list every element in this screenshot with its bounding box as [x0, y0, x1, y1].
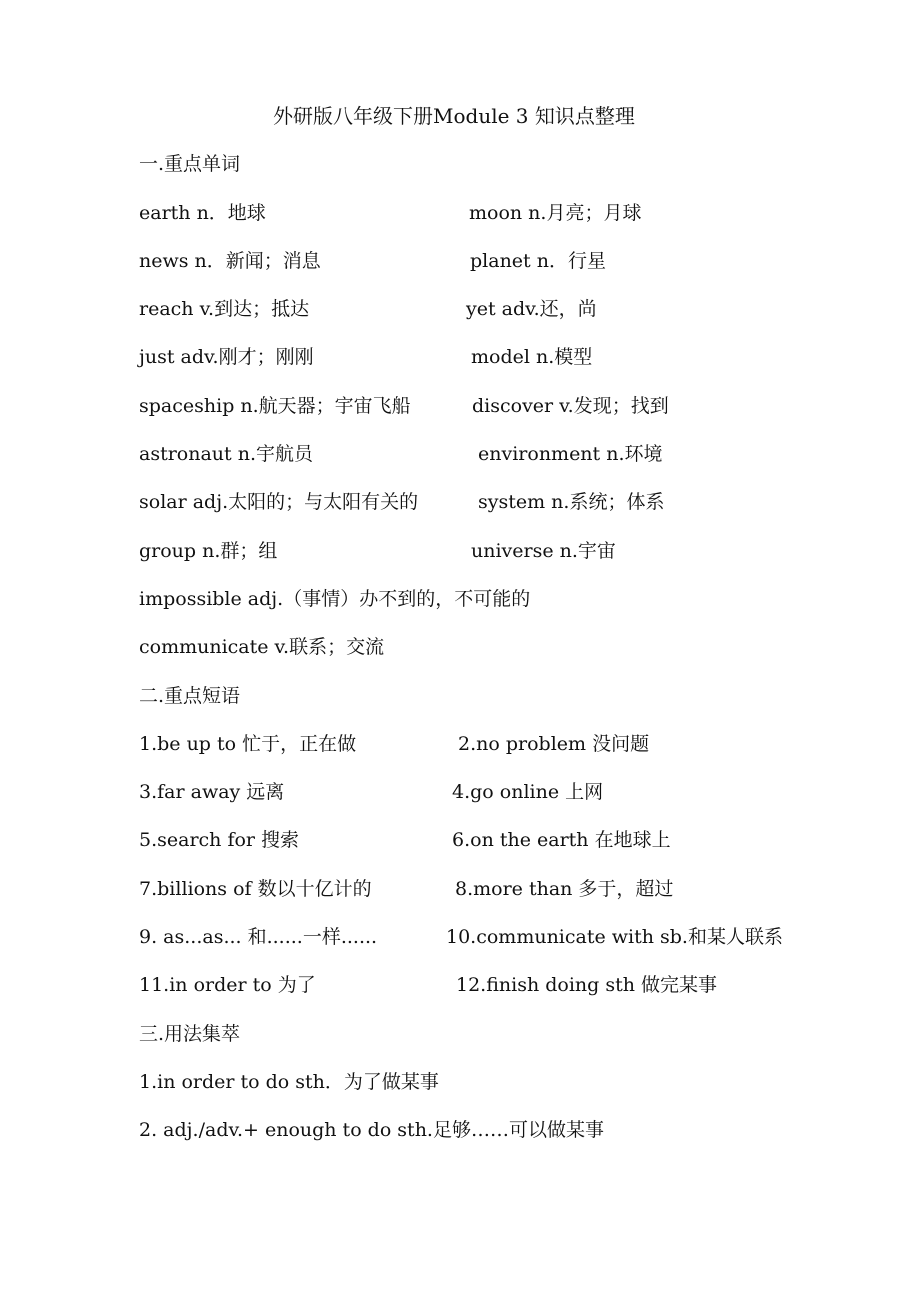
word-entry: spaceship n.航天器；宇宙飞船: [139, 395, 411, 417]
phrase-entry: 3.far away 远离: [139, 781, 285, 803]
word-entry: environment n.环境: [478, 443, 663, 465]
word-entry: just adv.刚才；刚刚: [139, 346, 314, 368]
word-entry: impossible adj.（事情）办不到的，不可能的: [139, 588, 531, 610]
phrase-entry: 9. as...as... 和......一样......: [139, 926, 378, 948]
phrase-entry: 12.finish doing sth 做完某事: [456, 974, 718, 996]
word-entry: solar adj.太阳的；与太阳有关的: [139, 491, 419, 513]
phrase-entry: 7.billions of 数以十亿计的: [139, 878, 372, 900]
word-entry: yet adv.还，尚: [466, 298, 597, 320]
phrase-entry: 4.go online 上网: [452, 781, 604, 803]
phrase-entry: 11.in order to 为了: [139, 974, 316, 996]
word-entry: moon n.月亮；月球: [469, 202, 642, 224]
word-entry: reach v.到达；抵达: [139, 298, 310, 320]
word-entry: system n.系统；体系: [478, 491, 665, 513]
section-heading-words: 一.重点单词: [139, 153, 241, 175]
section-heading-phrases: 二.重点短语: [139, 685, 241, 707]
word-entry: discover v.发现；找到: [472, 395, 669, 417]
phrase-entry: 8.more than 多于，超过: [455, 878, 674, 900]
word-entry: astronaut n.宇航员: [139, 443, 313, 465]
word-entry: universe n.宇宙: [471, 540, 616, 562]
section-heading-usage: 三.用法集萃: [139, 1023, 241, 1045]
phrase-entry: 10.communicate with sb.和某人联系: [446, 926, 783, 948]
phrase-entry: 6.on the earth 在地球上: [452, 829, 671, 851]
phrase-entry: 5.search for 搜索: [139, 829, 300, 851]
phrase-entry: 1.be up to 忙于，正在做: [139, 733, 357, 755]
word-entry: model n.模型: [471, 346, 593, 368]
phrase-entry: 2.no problem 没问题: [458, 733, 650, 755]
word-entry: earth n．地球: [139, 202, 266, 224]
word-entry: communicate v.联系；交流: [139, 636, 385, 658]
usage-entry: 1.in order to do sth．为了做某事: [139, 1071, 439, 1093]
word-entry: news n．新闻；消息: [139, 250, 321, 272]
usage-entry: 2. adj./adv.+ enough to do sth.足够……可以做某事: [139, 1119, 604, 1141]
document-title: 外研版八年级下册Module 3 知识点整理: [273, 104, 635, 128]
word-entry: group n.群；组: [139, 540, 278, 562]
word-entry: planet n．行星: [470, 250, 606, 272]
